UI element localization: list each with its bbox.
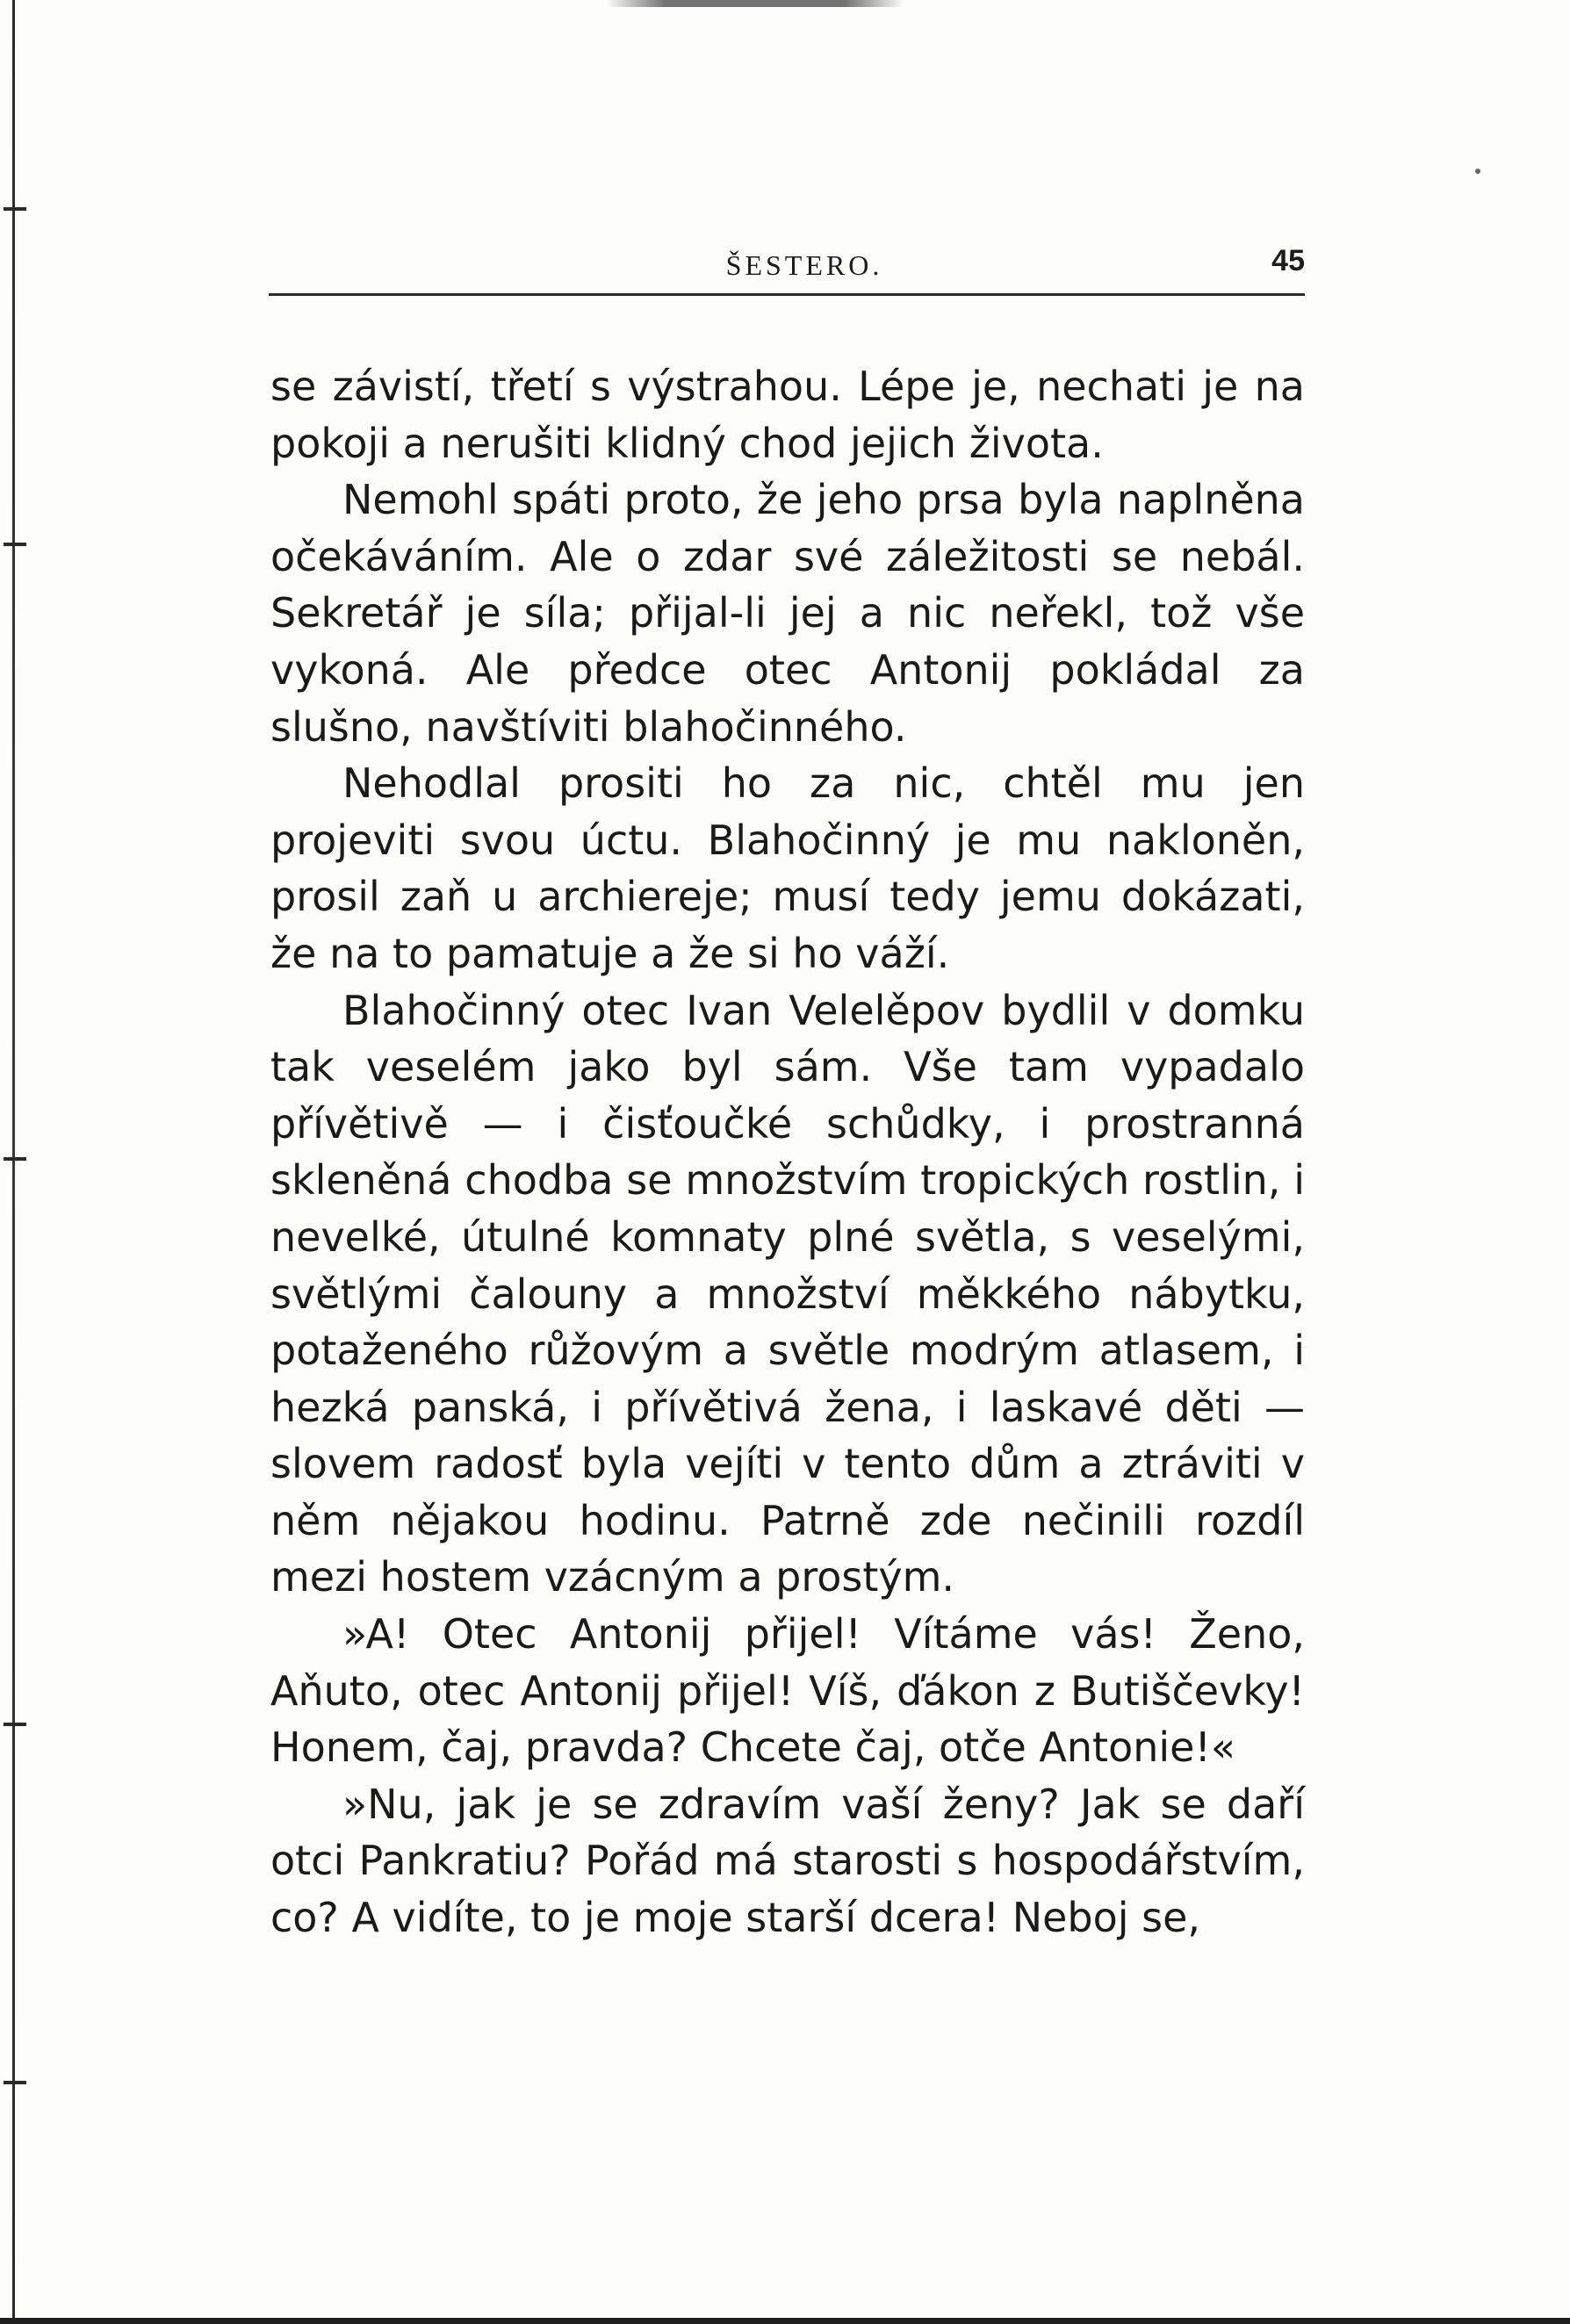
scan-top-smudge xyxy=(606,0,904,7)
paragraph: Blahočinný otec Ivan Velelěpov bydlil v domku tak veselém jako byl sám. Vše tam vypadalo přívětivě — i čisťoučké schůdky, i prostranná skleněná chodba se množstvím tropických rostlin, i nevelké, útulné komnaty plné světla, s veselými, světlými čalouny a množství měkkého nábytku, potaženého růžovým a světle modrým atlasem, i hezká panská, i přívětivá žena, i laskavé děti — slovem radosť byla vejíti v tento dům a ztráviti v něm nějakou hodinu. Patrně zde nečinili rozdíl mezi hostem vzácným a prostým. xyxy=(270,986,1305,1601)
paragraph: Nehodlal prositi ho za nic, chtěl mu jen projeviti svou úctu. Blahočinný je mu nakloněn, prosil zaň u archiereje; musí tedy jemu dokázati, že na to pamatuje a že si ho váží. xyxy=(270,759,1305,977)
paragraph: »A! Otec Antonij přijel! Vítáme vás! Ženo, Aňuto, otec Antonij přijel! Víš, ďákon z Butiščevky! Honem, čaj, pravda? Chcete čaj, otče Antonie!« xyxy=(270,1610,1305,1772)
page-number: 45 xyxy=(1271,244,1305,277)
scan-edge-mark xyxy=(4,207,26,211)
scan-edge-mark xyxy=(4,2081,26,2084)
scan-left-edge xyxy=(12,0,15,2324)
paragraph: se závistí, třetí s výstrahou. Lépe je, nechati je na pokoji a nerušiti klidný chod jejich života. xyxy=(270,363,1305,467)
scan-edge-mark xyxy=(4,1723,26,1726)
running-header xyxy=(269,244,1305,288)
body-text xyxy=(270,358,1305,1946)
running-title: ŠESTERO. xyxy=(725,249,883,281)
scan-dust-speck xyxy=(1475,169,1480,174)
scan-edge-mark xyxy=(4,1157,26,1161)
header-rule xyxy=(269,293,1305,296)
scan-bottom-edge xyxy=(0,2318,1570,2324)
paragraph: Nemohl spáti proto, že jeho prsa byla naplněna očekáváním. Ale o zdar své záležitosti se nebál. Sekretář je síla; přijal-li jej a nic neřekl, tož vše vykoná. Ale předce otec Antonij pokládal za slušno, navštíviti blahočinného. xyxy=(270,476,1305,751)
scan-edge-mark xyxy=(4,543,26,546)
paragraph: »Nu, jak je se zdravím vaší ženy? Jak se daří otci Pankratiu? Pořád má starosti s hospodářstvím, co? A vidíte, to je moje starší dcera! Neboj se, xyxy=(270,1780,1305,1942)
